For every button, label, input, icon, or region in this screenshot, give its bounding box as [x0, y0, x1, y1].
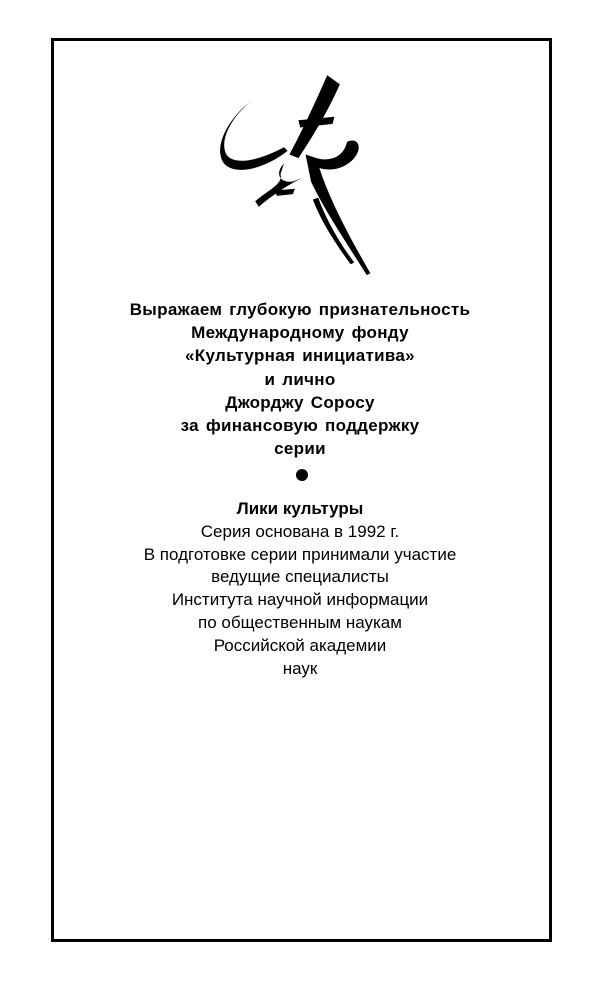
- series-line: Российской академии: [213, 635, 387, 655]
- dedication-line: Выражаем глубокую признательность: [129, 300, 471, 319]
- series-line: В подготовке серии принимали участие: [143, 544, 457, 564]
- series-line: Института научной информации: [171, 590, 429, 610]
- dedication-line: Международному фонду: [191, 323, 409, 343]
- dedication-line: за финансовую поддержку: [180, 416, 420, 436]
- bullet-dot-icon: [296, 469, 308, 481]
- dedication-line: Джорджу Соросу: [225, 392, 375, 412]
- dedication-line: «Культурная инициатива»: [185, 346, 415, 366]
- dedication-line: серии: [274, 439, 326, 459]
- series-line: по общественным наукам: [198, 612, 402, 632]
- calligraphy-emblem-icon: [212, 60, 392, 285]
- series-line: Серия основана в 1992 г.: [200, 521, 400, 541]
- series-info: [0, 498, 600, 680]
- series-title: Лики культуры: [236, 499, 364, 518]
- dedication-text: [0, 298, 600, 460]
- series-line: ведущие специалисты: [211, 567, 389, 587]
- dedication-line: и лично: [264, 369, 336, 389]
- series-line: наук: [282, 658, 318, 678]
